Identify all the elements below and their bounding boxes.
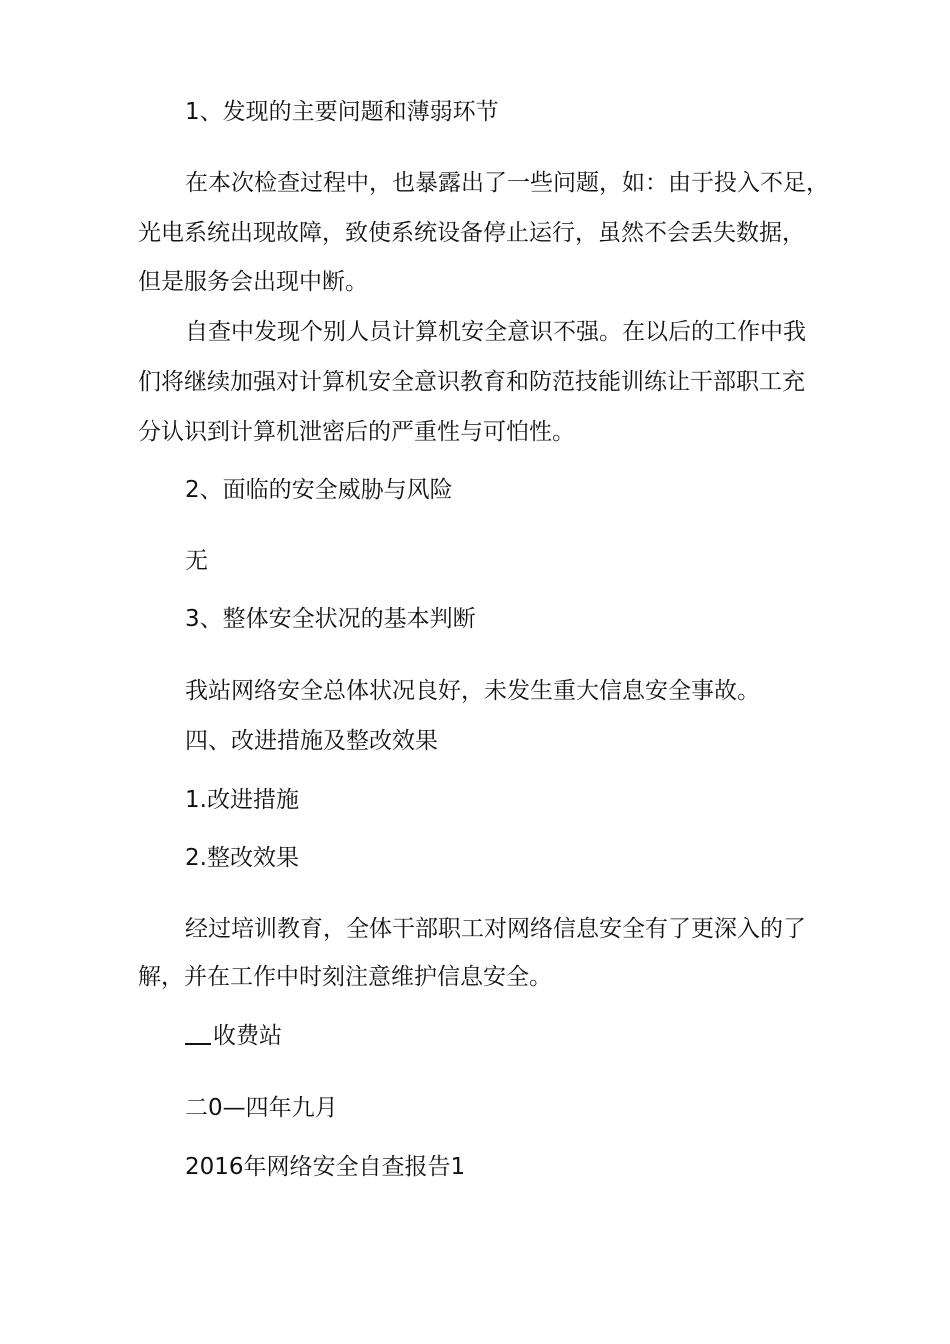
section3-heading: 3、整体安全状况的基本判断 [185,606,476,632]
section2-body: 无 [185,548,208,574]
signature-date: 二0—四年九月 [185,1095,338,1121]
section2-heading: 2、面临的安全威胁与风险 [185,477,453,503]
signature-station [185,1021,282,1051]
para3-line2: 解，并在工作中时刻注意维护信息安全。 [138,964,552,990]
subsection-effect: 2.整改效果 [185,845,299,871]
para2-line3: 分认识到计算机泄密后的严重性与可怕性。 [138,419,575,445]
section3-body: 我站网络安全总体状况良好，未发生重大信息安全事故。 [185,678,760,704]
para1-line2: 光电系统出现故障，致使系统设备停止运行，虽然不会丢失数据， [138,220,805,246]
subsection-improvement: 1.改进措施 [185,787,299,813]
section1-heading: 1、发现的主要问题和薄弱环节 [185,99,499,125]
signature-station-label: 收费站 [213,1023,282,1049]
para3-line1: 经过培训教育，全体干部职工对网络信息安全有了更深入的了 [185,916,806,942]
signature-blank [185,1023,211,1045]
para2-line2: 们将继续加强对计算机安全意识教育和防范技能训练让干部职工充 [138,369,805,395]
para2-line1: 自查中发现个别人员计算机安全意识不强。在以后的工作中我 [185,319,806,345]
next-report-title: 2016年网络安全自查报告1 [185,1154,466,1180]
para1-line3: 但是服务会出现中断。 [138,269,368,295]
para1-line1: 在本次检查过程中，也暴露出了一些问题，如：由于投入不足， [185,170,829,196]
section4-heading: 四、改进措施及整改效果 [185,728,438,754]
